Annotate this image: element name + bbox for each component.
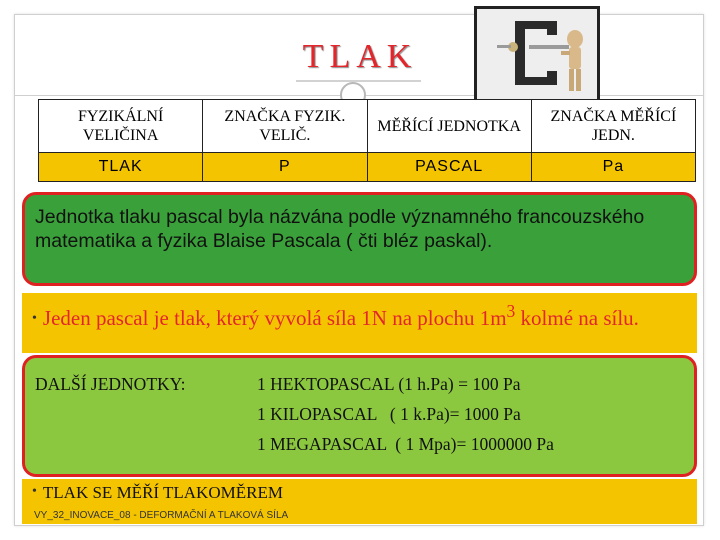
unit-line-mega: 1 MEGAPASCAL ( 1 Mpa)= 1000000 Pa [257, 434, 554, 454]
cell-quantity: TLAK [39, 153, 203, 182]
header-unit-symbol: ZNAČKA MĚŘÍCÍ JEDN. [531, 100, 695, 153]
definition-band [22, 293, 697, 353]
header-quantity: FYZIKÁLNÍ VELIČINA [39, 100, 203, 153]
unit-line-kilo: 1 KILOPASCAL ( 1 k.Pa)= 1000 Pa [257, 404, 521, 424]
table-row [39, 153, 696, 182]
slide-title: TLAK [302, 38, 418, 75]
definition-superscript: 3 [506, 301, 516, 321]
footer-text: VY_32_INOVACE_08 - DEFORMAČNÍ A TLAKOVÁ SÍLA [34, 510, 289, 521]
definition-bullet [32, 298, 692, 335]
measurement-band [22, 479, 697, 524]
definition-text: Jeden pascal je tlak, který vyvolá síla 1N na plochu 1m [42, 306, 507, 330]
cell-unit-symbol: Pa [531, 153, 695, 182]
title-underline [296, 80, 421, 82]
cell-quantity-symbol: P [203, 153, 367, 182]
unit-line-hecto: 1 HEKTOPASCAL (1 h.Pa) = 100 Pa [257, 374, 521, 394]
units-table [38, 99, 696, 182]
other-units-label: DALŠÍ JEDNOTKY: [35, 374, 186, 394]
measurement-text: TLAK SE MĚŘÍ TLAKOMĚREM [42, 483, 283, 502]
info-text: Jednotka tlaku pascal byla názvána podle významného francouzského matematika a fyzika Blaise Pascala ( čti bléz paskal). [35, 206, 645, 252]
measurement-bullet [32, 483, 283, 503]
clamp-image [474, 6, 600, 102]
other-units-card [22, 355, 697, 477]
bullet-icon: • [32, 484, 37, 499]
definition-tail: kolmé na sílu. [515, 306, 639, 330]
table-header-row [39, 100, 696, 153]
bullet-icon: • [32, 311, 37, 326]
info-card [22, 192, 697, 286]
header-quantity-symbol: ZNAČKA FYZIK. VELIČ. [203, 100, 367, 153]
cell-unit: PASCAL [367, 153, 531, 182]
clamp-figure-icon [477, 9, 597, 99]
header-unit: MĚŘÍCÍ JEDNOTKA [367, 100, 531, 153]
